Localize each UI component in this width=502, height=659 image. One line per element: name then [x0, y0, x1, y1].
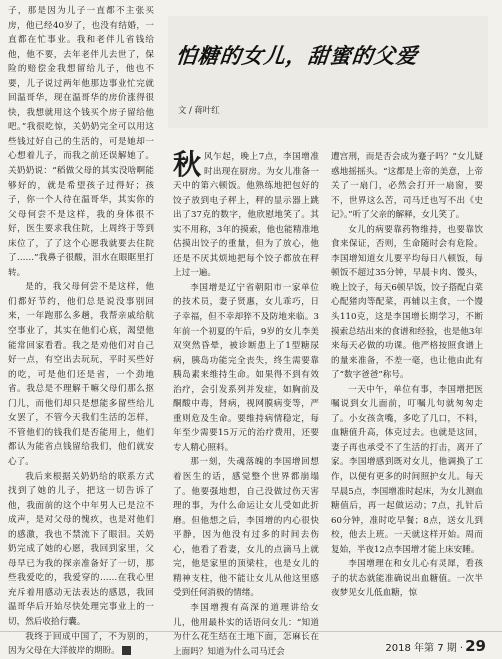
article-title: 怕糖的女儿，甜蜜的父爱 — [174, 44, 420, 68]
right-paragraph: 遭宫刑，而是否会成为蹇子吗？”女儿疑惑地摇摇头。“这都是上帝的美意，上帝关了一扇门，必然会打开一扇窗，要不，世界这么苦，司马迁也写不出《史记》。”听了父亲的解释，女儿笑了。 — [331, 152, 483, 221]
footer-divider — [0, 631, 502, 632]
left-article-column — [8, 4, 154, 659]
mid-paragraph — [173, 150, 319, 281]
article-byline: 文 / 蒋叶红 — [178, 105, 220, 115]
mid-paragraph: 李国增是辽宁省朝阳市一家单位的技术员，妻子贤惠，女儿乖巧，日子幸福，但不幸却猝不及防地来临。3年前一个初夏的午后，9岁的女儿李美双突然昏晕，被诊断患上了1型糖尿病，胰岛功能完全丧失，终生需要靠胰岛素来维持生命。如果得不到有效治疗，会引发系列并发症，如胸前及酮酸中毒，肾病，视网膜病变等，严重则危及生命。要维持病情稳定，每年至少需要15万元的治疗费用，还要专人精心照料。 — [173, 282, 319, 453]
mid-paragraph-first-text: 风乍起，晚上7点，李国增准时出现在厨房。为女儿准备一天中的第六顿饭。他熟练地把包好的饺子放到电子秤上，秤的显示器上跳出了37克的数字，他欣慰地笑了。其实不用称，3年的摸索，他也能精准地估摸出饺子的重量，但为了放心，他还是不厌其烦地把每个饺子都放在秤上过一遍。 — [173, 152, 319, 279]
page-footer — [385, 637, 486, 655]
left-paragraph: 子，那是因为儿子一直都不主张买房，他已经40岁了，也没有结婚，一直都在忙事业。我和老伴儿省钱给他，他不要，去年老伴儿去世了，保险的赔偿金我想留给儿子，他也不要，儿子说过两年他那边事业忙完就回温哥华，现在温哥华的房价涨得很快，我想就用这个钱买个房子留给他吧。”我很吃惊，关奶奶完全可以用这些钱过好自己的生活的，可是她却一心想着儿子，而我之前还误解她了。关奶奶说：“稻做父母的其实没啥啊能够好的，就是希望孩子过得好；孩子，你一个人待在温哥华，其实你的父母何尝不是这样，我的身体很不好，医生要求我住院，上周终于等到床位了，了了这个心愿我就要去住院了……”我鼻子很酸，泪水在眼眶里打转。 — [8, 6, 154, 278]
right-article-column — [331, 150, 483, 601]
left-paragraph-final-text: 我终于回成中国了，不为别的，因为父母在大洋彼岸的期盼。 — [8, 631, 154, 657]
right-paragraph: 一天中午，单位有事，李国增把医嘱说到女儿面前，叮嘱儿句就匆匆走了。小女孩贪嘴，多吃了几口，不料，血糖值升高，体克过去。也就是这回，妻子再也承受不了生活的打击，离开了家。李国增感到既对女儿，他调换了工作，以便有更多的时间照护女儿。每天早晨5点，李国增准时起床，为女儿测血糖值后，再一起做运动；7点，扎针后60分钟，准时吃早餐；8点，送女儿到校，他去上班。一天就这样开始。周而复始，半夜12点李国增才能上床安睡。 — [331, 384, 483, 555]
issue-label: 2018 年第 7 期 · — [385, 643, 464, 654]
middle-article-column — [173, 150, 319, 659]
article-end-mark: ■ — [122, 646, 131, 655]
article-title-block — [168, 16, 488, 128]
left-paragraph-final — [8, 630, 154, 659]
page-number: 29 — [465, 637, 486, 655]
right-paragraph: 女儿的病要靠药物维持，也要靠饮食来保证，否则，生命随时会有危险。李国增知道女儿要平均每日八顿饭，每顿饭不超过35分钟，早晨卡肉、馒头，晚上饺子，每天6顿早饭，饺子搭配白菜心配猪肉等配菜，再辅以主食，一个馒头110克，这是李国增长期学习，不断摸索总结出来的食谱和经验，也是他3年来每天必做的功课。他严格按照食谱上的量来准备，不差一毫，也让他由此有了“数字爸爸”称号。 — [331, 224, 483, 381]
left-paragraph: 是的，我父母何尝不是这样，他们都好节约，他们总是说没事别回来，一年跑那么多趟，我帮亲戚给航空事业了，其实在他们心底，渴望他能常回家看看。我之是劝他们对自己好一点，有空出去玩玩，平时买些好的吃，可是他们还是省，一个劲地省。我总是不理解千嘛父母们那么抠门儿，而他们却只是想能多留些给儿女罢了，不管今天我们生活的怎样，不管他们的钱我们是否能用上，他们都认为能省点钱留给我们，他们就安心了。 — [8, 282, 154, 467]
drop-cap: 秋 — [173, 148, 202, 181]
mid-paragraph: 李国增搜有高深的道理讲给女儿，他用最朴实的话语问女儿：“知道为什么花生结在土地下面，怎麻长在上面吗？知道为什么司马迁会 — [173, 602, 319, 657]
right-paragraph: 李国增理在和女儿心有灵犀，看孩子的状态就能准确说出血糖值。一次半夜梦见女儿低血糖，惊 — [331, 559, 483, 599]
left-paragraph: 我后来根据关奶奶给的联系方式找到了她的儿子，把这一切告诉了他，我面前的这个中年男人已是泣不成声，是对父母的愧疚，也是对他们的感激，我也不禁流下了眼泪。关奶奶完成了她的心愿，我回到家里，父母早已为我的探亲准备好了一切，那些我爱吃的，我爱穿的……在我心里充斥着用感动无法表达的感恩，我回温哥华后开始尽快处理完事业上的一切，然后收拾行囊。 — [8, 471, 154, 627]
mid-paragraph: 那一刻，失魂落魄的李国增回想着医生的话，感觉整个世界都崩塌了。他要强地想，自己没做过伤天害理的事，为什么命运让女儿受如此折磨。但他想之后，李国增的内心很快平静，因为他没有过多的时间去伤心，他看了看妻，女儿的点滴马上就完，他是家里的顶梁柱，也是女儿的精神支柱，他不能让女儿从他这里感受到任何消极的情绪。 — [173, 457, 319, 599]
